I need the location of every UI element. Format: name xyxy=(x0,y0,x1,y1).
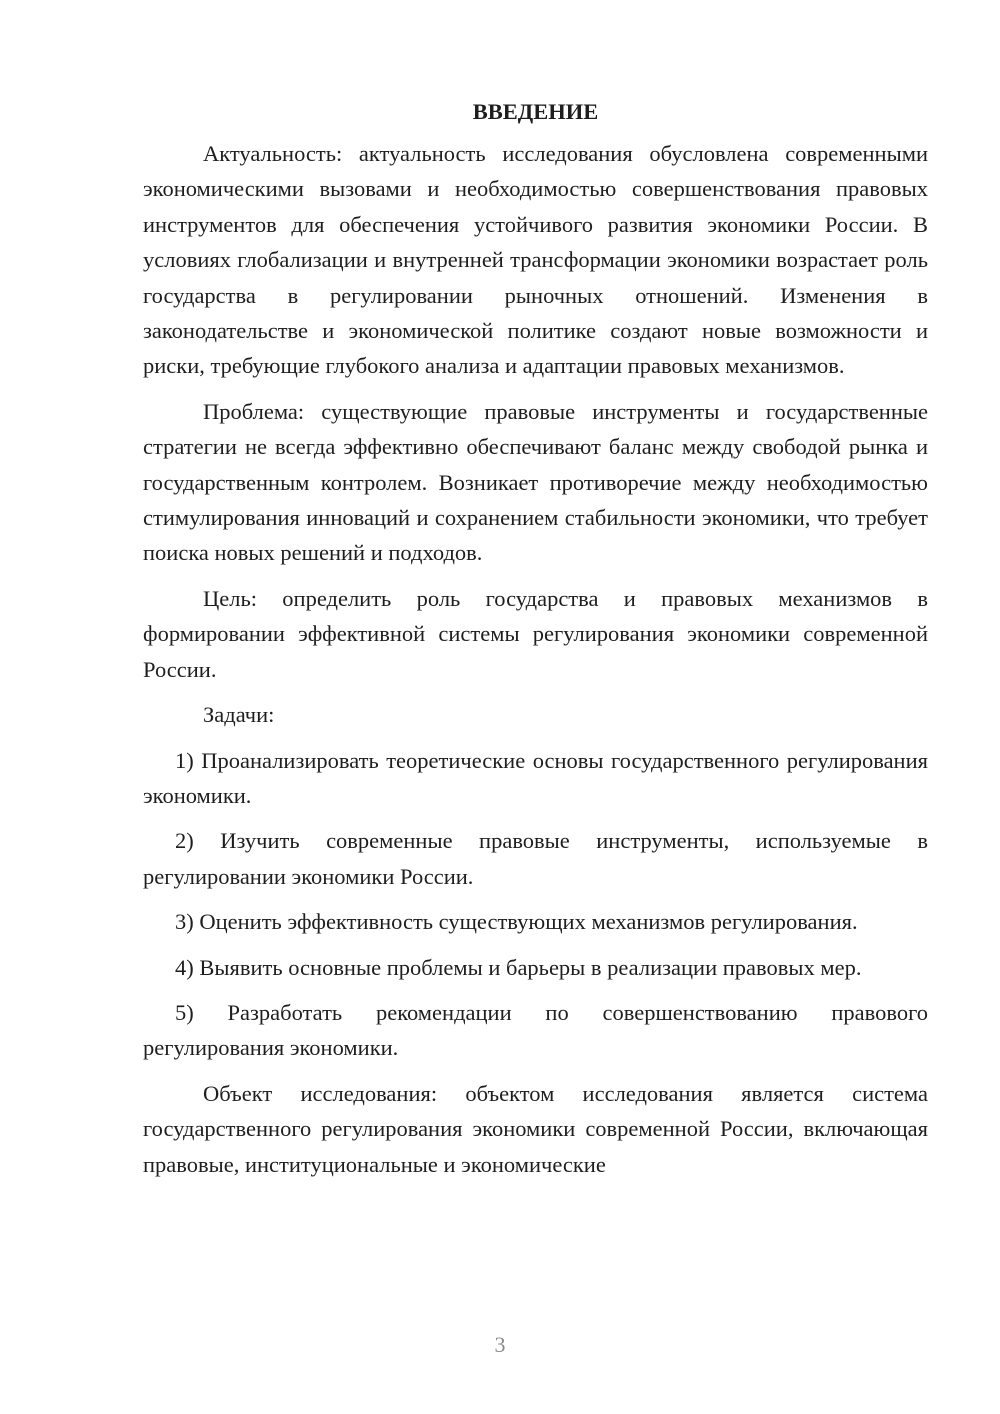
paragraph-object: Объект исследования: объектом исследования является система государственного регулирования экономики современной России, включающая правовые, институциональные и экономические xyxy=(143,1080,928,1177)
page-number: 3 xyxy=(494,1332,506,1357)
paragraph-goal: Цель: определить роль государства и правовых механизмов в формировании эффективной системы регулирования экономики современной России. xyxy=(143,585,928,682)
paragraph-relevance: Актуальность: актуальность исследования обусловлена современными экономическими вызовами и необходимостью совершенствования правовых инструментов для обеспечения устойчивого развития экономики России. В условиях глобализации и внутренней трансформации экономики возрастает роль государства в регулировании рыночных отношений. Изменения в законодательстве и экономической политике создают новые возможности и риски, требующие глубокого анализа и адаптации правовых механизмов. xyxy=(143,141,928,379)
list-item: 2) Изучить современные правовые инструменты, используемые в регулировании экономики России. xyxy=(143,828,928,889)
paragraph-problem: Проблема: существующие правовые инструменты и государственные стратегии не всегда эффективно обеспечивают баланс между свободой рынка и государственным контролем. Возникает противоречие между необходимостью стимулирования инноваций и сохранением стабильности экономики, что требует поиска новых решений и подходов. xyxy=(143,398,928,566)
list-item: 1) Проанализировать теоретические основы государственного регулирования экономики. xyxy=(143,747,928,808)
list-item: 5) Разработать рекомендации по совершенствованию правового регулирования экономики. xyxy=(143,999,928,1061)
page-title: ВВЕДЕНИЕ xyxy=(472,99,599,124)
list-item: 3) Оценить эффективность существующих механизмов регулирования. xyxy=(175,909,858,935)
tasks-heading: Задачи: xyxy=(203,702,275,728)
tasks-list xyxy=(143,743,928,1066)
page-body xyxy=(143,96,928,1192)
list-item: 4) Выявить основные проблемы и барьеры в реализации правовых мер. xyxy=(175,954,862,980)
